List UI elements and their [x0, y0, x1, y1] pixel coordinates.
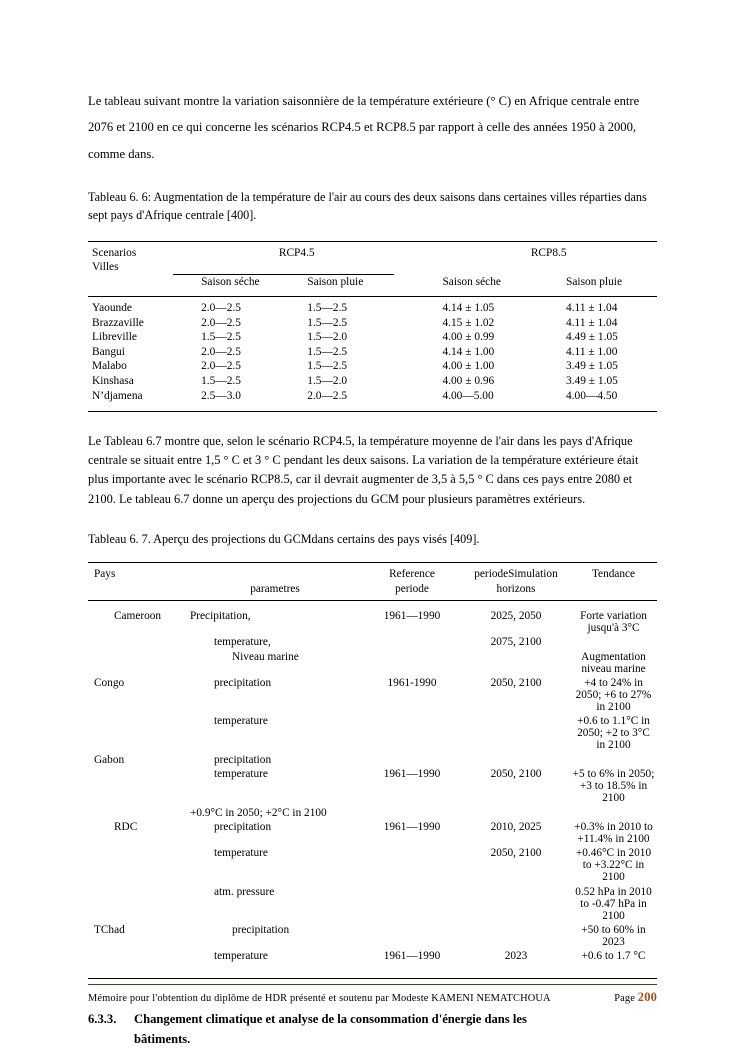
- table-67-reference: 1961—1990: [383, 609, 441, 622]
- table-66-rcp45-dry: 2.0—2.5: [201, 345, 241, 358]
- table-row: [88, 846, 657, 884]
- table-67-periode: 2075, 2100: [490, 636, 542, 649]
- table-66-subheader-blank: [88, 274, 173, 292]
- table-66-rcp45-dry: 1.5—2.5: [201, 374, 241, 387]
- table-67-tendance: +50 to 60% in 2023: [581, 924, 646, 949]
- table-66-rcp85-wet: 3.49 ± 1.05: [566, 360, 618, 373]
- table-row: [88, 635, 657, 649]
- section-number: 6.3.3.: [88, 1011, 117, 1026]
- table-66-subheader-rcp85-dry: Saison séche: [442, 275, 501, 288]
- table-66-rcp85-dry: 4.14 ± 1.00: [442, 345, 495, 358]
- table-66-rcp85-dry: 4.00 ± 0.96: [442, 374, 495, 387]
- table-66-rcp85-dry: 4.00 ± 0.99: [442, 331, 495, 344]
- table-row: [88, 714, 657, 752]
- table-row: [88, 359, 657, 374]
- table-66-rcp85-dry: 4.00 ± 1.00: [442, 360, 495, 373]
- table-66-rcp85-wet: 4.00—4.50: [566, 389, 618, 402]
- table-67-tendance: +0.6 to 1.1°C in 2050; +2 to 3°C in 2100: [577, 715, 650, 752]
- table-66-header-rule-rcp45: [173, 260, 394, 275]
- table-67-header-horizons: horizons: [462, 582, 570, 601]
- table-row: [88, 949, 657, 963]
- table-67-reference: [362, 650, 462, 676]
- table-66-caption: Tableau 6. 6: Augmentation de la température de l'air au cours des deux saisons dans certaines villes réparties dans sept pays d'Afrique centrale [400].: [88, 190, 647, 222]
- table-67-tendance: +0.3% in 2010 to +11.4% in 2100: [574, 820, 653, 845]
- footer-page-number: 200: [637, 990, 657, 1004]
- table-66-rcp85-dry: 4.15 ± 1.02: [442, 316, 495, 329]
- table-66-rcp85-wet: 4.11 ± 1.00: [566, 345, 618, 358]
- table-67-header-tendance: Tendance: [570, 563, 657, 582]
- table-row: [88, 374, 657, 389]
- footer-text-row: [88, 990, 657, 1005]
- table-67-header-parametres: parametres: [188, 582, 362, 601]
- table-67-periode: 2010, 2025: [490, 820, 542, 833]
- table-67-tendance: +0.6 to 1.7 °C: [581, 950, 646, 963]
- table-66-rcp45-wet: 1.5—2.5: [307, 316, 348, 329]
- table-row: [88, 609, 657, 635]
- table-67-parametre: atm. pressure: [214, 885, 275, 898]
- table-66-rcp85-wet: 4.11 ± 1.04: [566, 316, 618, 329]
- table-67-periode: [462, 650, 570, 676]
- table-66-rcp85-wet: 3.49 ± 1.05: [566, 374, 618, 387]
- table-66-city: N’djamena: [92, 389, 143, 402]
- table-66-rcp85-wet: 4.49 ± 1.05: [566, 331, 618, 344]
- table-67-reference: 1961—1990: [383, 820, 441, 833]
- table-67-tendance: [570, 635, 657, 649]
- table-67-pays-cont: [88, 846, 188, 884]
- table-66-rcp45-dry: 2.0—2.5: [201, 316, 241, 329]
- table-67-reference: 1961—1990: [383, 950, 441, 963]
- table-66-header-row-1: [88, 241, 657, 260]
- table-66-rcp45-wet: 1.5—2.0: [307, 374, 348, 387]
- table-67-parametre: precipitation: [232, 924, 290, 937]
- table-67-parametre: precipitation: [214, 753, 272, 766]
- table-67-periode: [462, 885, 570, 923]
- table-67-reference: [362, 753, 462, 767]
- table-67-header-periode: periode: [362, 582, 462, 601]
- table-66-rcp45-wet: 1.5—2.5: [307, 345, 348, 358]
- table-67-periode: 2025, 2050: [490, 609, 542, 622]
- table-67-parametre: temperature,: [214, 636, 271, 649]
- table-row: [88, 330, 657, 345]
- table-67-tendance: +4 to 24% in 2050; +6 to 27% in 2100: [575, 677, 652, 714]
- table-66-city: Bangui: [92, 345, 125, 358]
- table-66-rcp85-dry: 4.00—5.00: [442, 389, 494, 402]
- table-67-reference: 1961-1990: [387, 677, 437, 690]
- table-67-periode: 2050, 2100: [490, 768, 542, 781]
- table-row: [88, 650, 657, 676]
- section-title-line1: Changement climatique et analyse de la consommation d'énergie dans les: [134, 1011, 527, 1026]
- table-67-periode: 2050, 2100: [490, 677, 542, 690]
- table-row: [88, 344, 657, 359]
- table-67-tendance: +0.46°C in 2010 to +3.22°C in 2100: [575, 847, 652, 884]
- table-67-parametre: precipitation: [214, 820, 272, 833]
- table-67-pays: TChad: [94, 924, 125, 937]
- table-67-pays-cont: [88, 635, 188, 649]
- table-67-reference: [362, 885, 462, 923]
- table-row: [88, 388, 657, 403]
- table-66-bottom-rule: [88, 407, 657, 412]
- table-row: [88, 767, 657, 805]
- table-67-caption: Tableau 6. 7. Aperçu des projections du GCMdans certains des pays visés [409].: [88, 531, 480, 546]
- section-heading: [88, 1009, 657, 1049]
- table-66-rcp45-dry: 2.5—3.0: [201, 389, 241, 402]
- table-67-periode: 2050, 2100: [490, 847, 542, 860]
- table-66-rcp45-wet: 1.5—2.0: [307, 331, 348, 344]
- table-67-reference: [362, 714, 462, 752]
- table-66-city: Brazzaville: [92, 316, 144, 329]
- table-66-rcp45-wet: 1.5—2.5: [307, 301, 348, 314]
- table-67-pays: Cameroon: [114, 609, 162, 622]
- table-67-periode-blank: [462, 805, 570, 819]
- table-67-parametre: temperature: [214, 768, 268, 781]
- table-67-pays-cont: [88, 885, 188, 923]
- table-67-tendance: [570, 753, 657, 767]
- table-67-header-periode-simulation: periodeSimulation: [462, 563, 570, 582]
- table-67-pays-cont: [88, 650, 188, 676]
- table-66-rcp85-wet: 4.11 ± 1.04: [566, 301, 618, 314]
- table-67-tendance-extra: +0.9°C in 2050; +2°C in 2100: [190, 806, 327, 819]
- table-66-city: Malabo: [92, 360, 127, 373]
- table-67-parametre: temperature: [214, 715, 268, 728]
- table-67-tendance: Forte variation jusqu'à 3°C: [580, 609, 647, 634]
- table-67-bottom-gap: [88, 964, 657, 972]
- table-67-tendance-blank: [570, 805, 657, 819]
- table-row: [88, 820, 657, 846]
- table-67-header-tendance-blank: [570, 582, 657, 601]
- table-66-header-rule-rcp85: [394, 260, 657, 275]
- table-66-header-scenarios: Scenarios: [88, 241, 173, 260]
- section-title-line2: bâtiments.: [134, 1031, 191, 1046]
- table-row: [88, 805, 657, 819]
- table-67-parametre: Precipitation,: [190, 609, 251, 622]
- table-67-parametre: temperature: [214, 847, 268, 860]
- table-row: [88, 753, 657, 767]
- table-67-header-pays-blank: [88, 582, 188, 601]
- table-67-periode: [462, 923, 570, 949]
- table-66-rcp45-dry: 2.0—2.5: [201, 360, 241, 373]
- table-67-pays-cont: [88, 805, 188, 819]
- table-67-header-row-2: [88, 582, 657, 601]
- table-row: [88, 301, 657, 316]
- table-66-subheader-row: [88, 274, 657, 292]
- table-67-periode: [462, 753, 570, 767]
- footer-page-label: Page: [614, 993, 636, 1004]
- table-67-parametre: Niveau marine: [232, 650, 299, 663]
- table-66-subheader-rcp45-dry: Saison séche: [201, 275, 260, 288]
- table-row: [88, 676, 657, 714]
- table-67-pays: RDC: [114, 820, 138, 833]
- table-67-parametre: precipitation: [214, 677, 272, 690]
- table-66-header-rcp85: RCP8.5: [394, 241, 657, 260]
- footer-page-indicator: [614, 990, 657, 1005]
- table-67-tendance: +5 to 6% in 2050; +3 to 18.5% in 2100: [572, 768, 655, 805]
- table-66-subheader-rcp45-wet: Saison pluie: [307, 275, 364, 288]
- table-66-subheader-rcp85-wet: Saison pluie: [566, 275, 623, 288]
- footer-rule: [88, 984, 657, 985]
- table-67-pays: Congo: [94, 677, 125, 690]
- intro-paragraph: Le tableau suivant montre la variation saisonnière de la température extérieure (° C) en Afrique centrale entre 2076 et 2100 en ce qui concerne les scénarios RCP4.5 et RCP8.5 par rapport à celle des années 1950 à 2000, comme dans.: [88, 94, 640, 161]
- table-67-tendance: 0.52 hPa in 2010 to -0.47 hPa in 2100: [575, 885, 652, 922]
- table-67-pays: Gabon: [94, 753, 125, 766]
- table-67-gap: [88, 600, 657, 609]
- table-67-header-row-1: [88, 563, 657, 582]
- table-67-header-reference: Reference: [362, 563, 462, 582]
- table-67-parametre: temperature: [214, 950, 268, 963]
- table-66-rcp45-wet: 2.0—2.5: [307, 389, 348, 402]
- table-67-header-parametres-blank: [188, 563, 362, 582]
- middle-paragraph: Le Tableau 6.7 montre que, selon le scénario RCP4.5, la température moyenne de l'air dans les pays d'Afrique centrale se situait entre 1,5 ° C et 3 ° C pendant les deux saisons. La variation de la température extérieure était plus importante avec le scénario RCP8.5, car il devrait augmenter de 3,5 à 5,5 ° C dans ces pays entre 2080 et 2100. Le tableau 6.7 donne un aperçu des projections du GCM pour plusieurs paramètres extérieurs.: [88, 433, 639, 506]
- table-66-rcp85-dry: 4.14 ± 1.05: [442, 301, 495, 314]
- table-row: [88, 885, 657, 923]
- page-footer: [88, 984, 657, 1005]
- table-66: [88, 241, 657, 412]
- table-66-city: Libreville: [92, 331, 137, 344]
- table-row: [88, 315, 657, 330]
- table-66-city: Yaounde: [92, 301, 132, 314]
- table-66-rcp45-dry: 1.5—2.5: [201, 331, 241, 344]
- table-67-reference: [362, 846, 462, 884]
- table-66-rcp45-dry: 2.0—2.5: [201, 301, 241, 314]
- table-66-header-villes: Villes: [92, 261, 119, 274]
- table-67-tendance: Augmentation niveau marine: [581, 650, 646, 675]
- table-67-reference: [362, 923, 462, 949]
- table-row: [88, 923, 657, 949]
- table-67-pays-cont: [88, 714, 188, 752]
- table-67-header-pays: Pays: [88, 563, 188, 582]
- table-67-pays-cont: [88, 767, 188, 805]
- table-67-bottom-rule: [88, 972, 657, 979]
- table-67: [88, 562, 657, 978]
- table-66-header-row-2: [88, 260, 657, 275]
- table-67-reference: [362, 635, 462, 649]
- table-67-reference: 1961—1990: [383, 768, 441, 781]
- table-67-pays-cont: [88, 949, 188, 963]
- table-66-rcp45-wet: 1.5—2.5: [307, 360, 348, 373]
- footer-thesis-text: Mémoire pour l'obtention du diplôme de HDR présenté et soutenu par Modeste KAMENI NEMATCHOUA: [88, 993, 551, 1004]
- table-67-periode: [462, 714, 570, 752]
- table-67-periode: 2023: [504, 950, 528, 963]
- table-66-header-rcp45: RCP4.5: [173, 241, 394, 260]
- table-66-city: Kinshasa: [92, 374, 134, 387]
